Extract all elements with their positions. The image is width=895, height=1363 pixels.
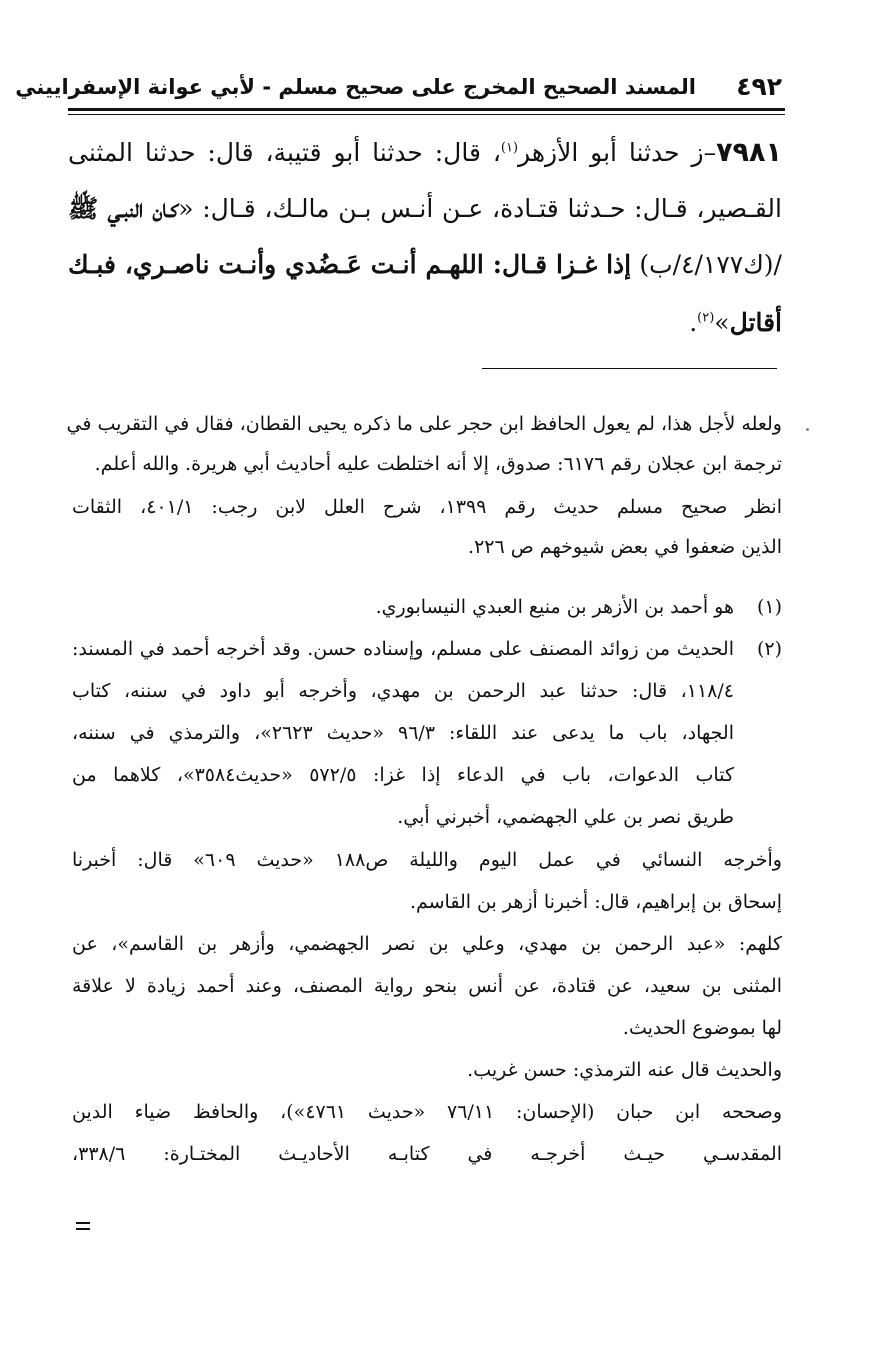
note-cont-line: ولعله لأجل هذا، لم يعول الحافظ ابن حجر على ما ذكره يحيى القطان، فقال في التقريب في — [66, 413, 782, 435]
scan-speck — [806, 428, 809, 431]
note-cont-line: ترجمة ابن عجلان رقم ٦١٧٦: صدوق، إلا أنه اختلطت عليه أحاديث أبي هريرة. والله أعلم. — [94, 453, 782, 475]
footnote-2-line: كلهم: «عبد الرحمن بن مهدي، وعلي بن نصر الجهضمي، وأزهر بن القاسم»، عن — [72, 933, 782, 955]
header-rule-thick — [68, 108, 785, 111]
continuation-mark — [76, 1222, 90, 1232]
hadith-line-4-tail: » — [714, 308, 730, 337]
footnote-2-line: ١١٨/٤، قال: حدثنا عبد الرحمن بن مهدي، وأخرجه أبو داود في سننه، كتاب — [72, 680, 734, 702]
header-rule-thin — [68, 114, 785, 115]
footnote-2-line: المقدسـي حيـث أخرجـه في كتابـه الأحاديـث المختـارة: ٣٣٨/٦، — [72, 1143, 782, 1165]
footnote-2-marker: (٢) — [756, 638, 782, 660]
hadith-line-2-text: القـصير، قـال: حـدثنا قتـادة، عـن أنـس بـن مالـك، قـال: « — [178, 194, 782, 223]
footnote-2-line: كتاب الدعوات، باب في الدعاء إذا غزا: ٥٧٢/٥ «حديث٣٥٨٤»، كلاهما من — [72, 764, 734, 786]
note-cont-line: الذين ضعفوا في بعض شيوخهم ص ٢٢٦. — [468, 536, 782, 558]
hadith-line-4-bold: أقاتل — [729, 308, 782, 337]
footnote-ref-1: (١) — [500, 140, 519, 156]
page-header — [15, 68, 788, 108]
hadith-line-4 — [68, 298, 782, 348]
page-number: ٤٩٢ — [736, 72, 782, 101]
footnote-2-line: والحديث قال عنه الترمذي: حسن غريب. — [467, 1059, 782, 1081]
hadith-line-2 — [68, 184, 782, 234]
hadith-number: ٧٩٨١ — [716, 137, 782, 168]
footnote-2-line: طريق نصر بن علي الجهضمي، أخبرني أبي. — [397, 806, 734, 828]
footnote-2-line: الجهاد، باب ما يدعى عند اللقاء: ٩٦/٣ «حديث ٢٦٢٣»، والترمذي في سننه، — [72, 722, 735, 744]
note-cont-line: انظر صحيح مسلم حديث رقم ١٣٩٩، شرح العلل لابن رجب: ٤٠١/١، الثقات — [72, 496, 782, 518]
hadith-line-3 — [68, 240, 782, 290]
footnote-ref-2: (٢) — [697, 310, 715, 326]
hadith-line-1-text: –ز حدثنا أبو الأزهر — [518, 138, 717, 167]
hadith-line-3-bold: إذا غـزا قـال: اللهـم أنـت عَـضُدي وأنـت ناصـري، فبـك — [68, 250, 632, 279]
footnote-1-marker: (١) — [756, 596, 782, 618]
footnote-2-line: وصححه ابن حبان (الإحسان: ٧٦/١١ «حديث ٤٧٦١»)، والحافظ ضياء الدين — [72, 1101, 782, 1123]
footnote-separator — [482, 368, 777, 369]
hadith-line-3-text: /(ك٤/١٧٧/ب) — [631, 250, 782, 279]
running-title: المسند الصحيح المخرج على صحيح مسلم - لأبي عوانة الإسفراييني — [15, 75, 696, 99]
footnote-2-line: وأخرجه النسائي في عمل اليوم والليلة ص١٨٨ «حديث ٦٠٩» قال: أخبرنا — [72, 849, 782, 871]
footnote-2-line: الحديث من زوائد المصنف على مسلم، وإسناده حسن. وقد أخرجه أحمد في المسند: — [72, 638, 734, 660]
footnote-2-line: لها بموضوع الحديث. — [622, 1017, 782, 1039]
hadith-line-1 — [68, 128, 782, 178]
hadith-line-2-bold: كـان النبـي ﷺ — [68, 194, 179, 223]
hadith-line-1-tail: ، قال: حدثنا أبو قتيبة، قال: حدثنا المثنى — [68, 138, 501, 167]
footnote-2-line: المثنى بن سعيد، عن قتادة، عن أنس بنحو رواية المصنف، وعند أحمد زيادة لا علاقة — [72, 975, 782, 997]
footnote-2-line: إسحاق بن إبراهيم، قال: أخبرنا أزهر بن القاسم. — [409, 891, 782, 913]
hadith-line-4-end: . — [689, 308, 698, 337]
footnote-1-text: هو أحمد بن الأزهر بن منيع العبدي النيسابوري. — [375, 596, 734, 618]
